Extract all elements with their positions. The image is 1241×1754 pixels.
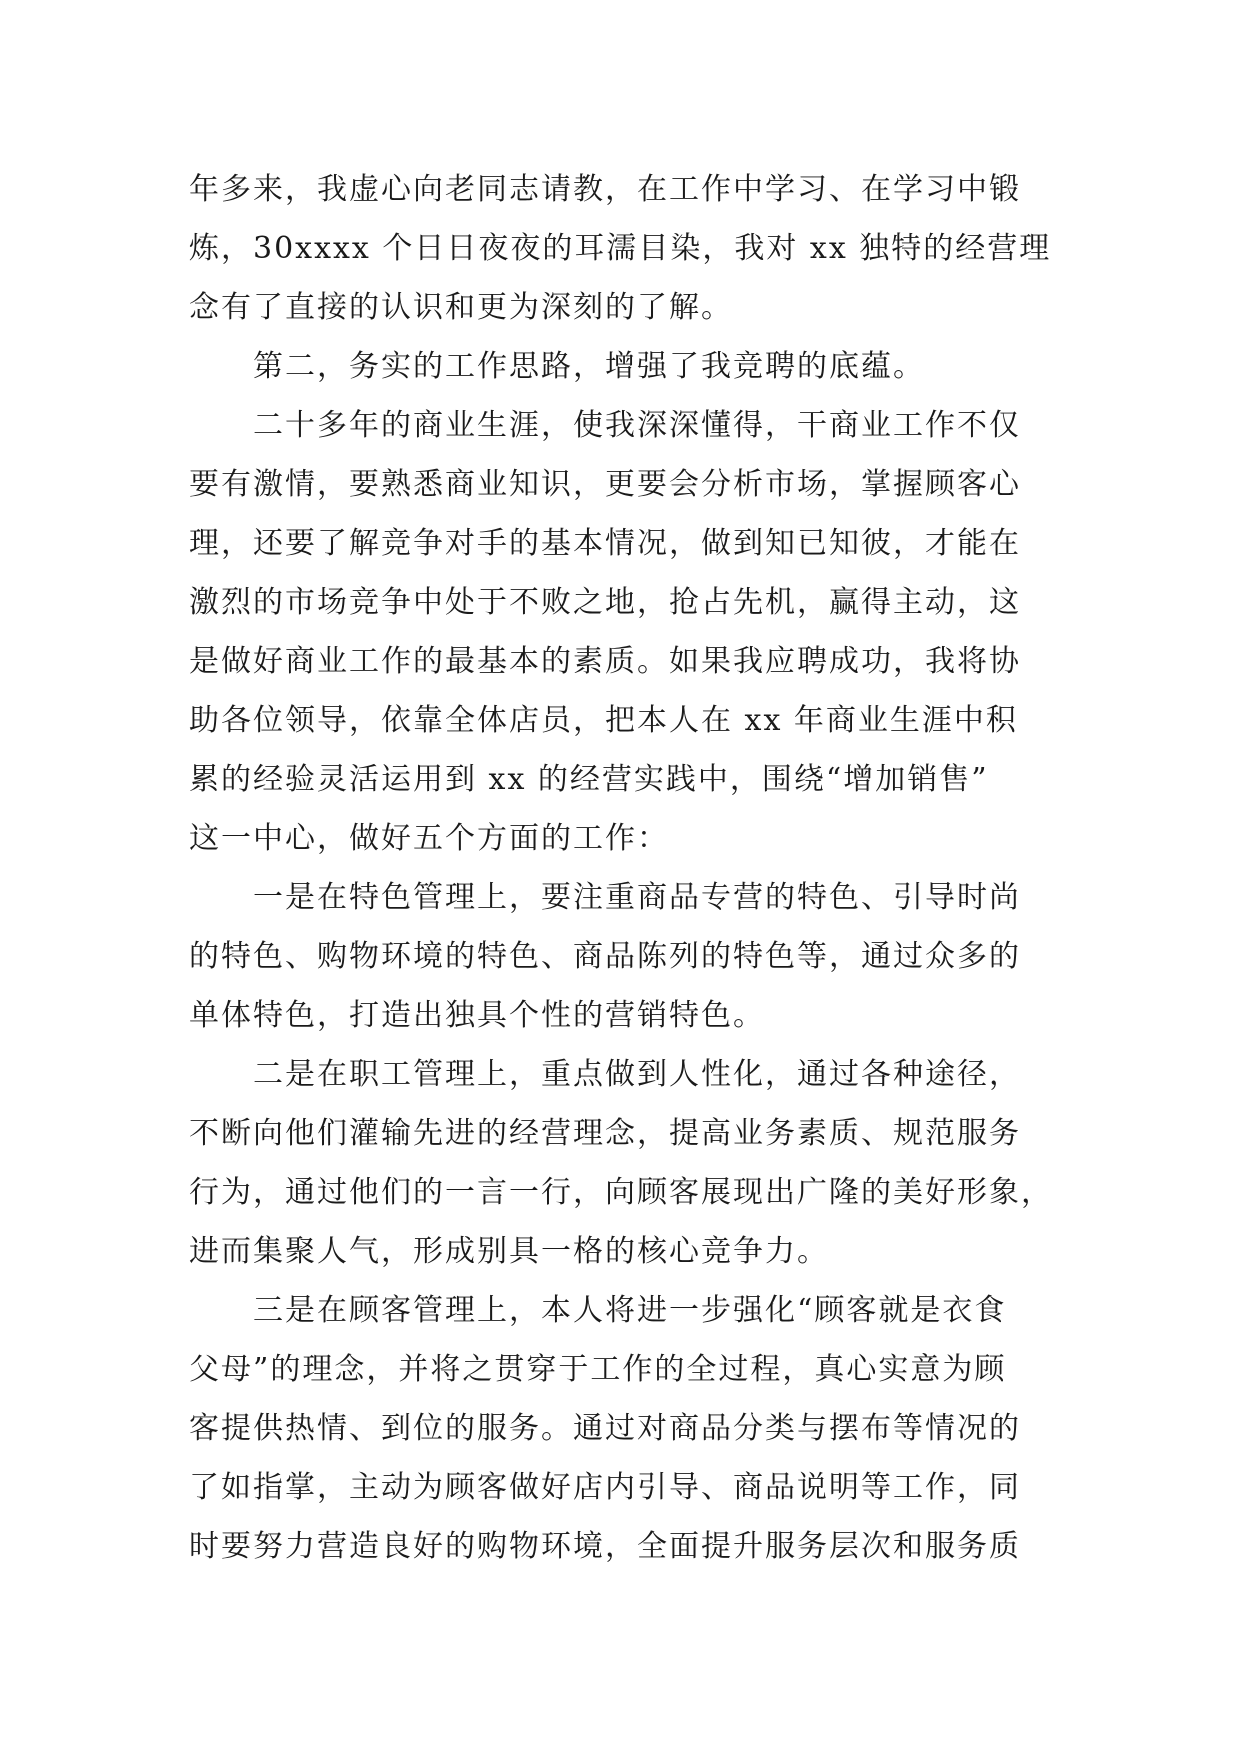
- text-line: 二是在职工管理上，重点做到人性化，通过各种途径，: [253, 1057, 1021, 1092]
- text-line: 第二，务实的工作思路，增强了我竞聘的底蕴。: [253, 349, 925, 384]
- text-line: 二十多年的商业生涯，使我深深懂得，干商业工作不仅: [253, 408, 1021, 443]
- text-line: 不断向他们灌输先进的经营理念，提高业务素质、规范服务: [189, 1116, 1021, 1151]
- text-line: 一是在特色管理上，要注重商品专营的特色、引导时尚: [253, 880, 1021, 915]
- text-line: 行为，通过他们的一言一行，向顾客展现出广隆的美好形象，: [189, 1175, 1053, 1210]
- text-line: 单体特色，打造出独具个性的营销特色。: [189, 998, 765, 1033]
- text-line: 要有激情，要熟悉商业知识，更要会分析市场，掌握顾客心: [189, 467, 1021, 502]
- text-line: 这一中心，做好五个方面的工作：: [189, 821, 669, 856]
- text-line: 年多来，我虚心向老同志请教，在工作中学习、在学习中锻: [189, 172, 1021, 207]
- text-line: 的特色、购物环境的特色、商品陈列的特色等，通过众多的: [189, 939, 1021, 974]
- text-line: 助各位领导，依靠全体店员，把本人在 xx 年商业生涯中积: [189, 703, 1018, 738]
- text-line: 累的经验灵活运用到 xx 的经营实践中，围绕“增加销售”: [189, 762, 989, 797]
- document-body: [189, 160, 1059, 1576]
- text-line: 理，还要了解竞争对手的基本情况，做到知已知彼，才能在: [189, 526, 1021, 561]
- text-line: 时要努力营造良好的购物环境，全面提升服务层次和服务质: [189, 1529, 1021, 1564]
- text-line: 了如指掌，主动为顾客做好店内引导、商品说明等工作，同: [189, 1470, 1021, 1505]
- text-line: 激烈的市场竞争中处于不败之地，抢占先机，赢得主动，这: [189, 585, 1021, 620]
- text-line: 三是在顾客管理上，本人将进一步强化“顾客就是衣食: [253, 1293, 1007, 1328]
- text-line: 父母”的理念，并将之贯穿于工作的全过程，真心实意为顾: [189, 1352, 1007, 1387]
- text-line: 念有了直接的认识和更为深刻的了解。: [189, 290, 733, 325]
- text-line: 是做好商业工作的最基本的素质。如果我应聘成功，我将协: [189, 644, 1021, 679]
- text-line: 进而集聚人气，形成别具一格的核心竞争力。: [189, 1234, 829, 1269]
- text-line: 炼，30xxxx 个日日夜夜的耳濡目染，我对 xx 独特的经营理: [189, 231, 1052, 266]
- text-line: 客提供热情、到位的服务。通过对商品分类与摆布等情况的: [189, 1411, 1021, 1446]
